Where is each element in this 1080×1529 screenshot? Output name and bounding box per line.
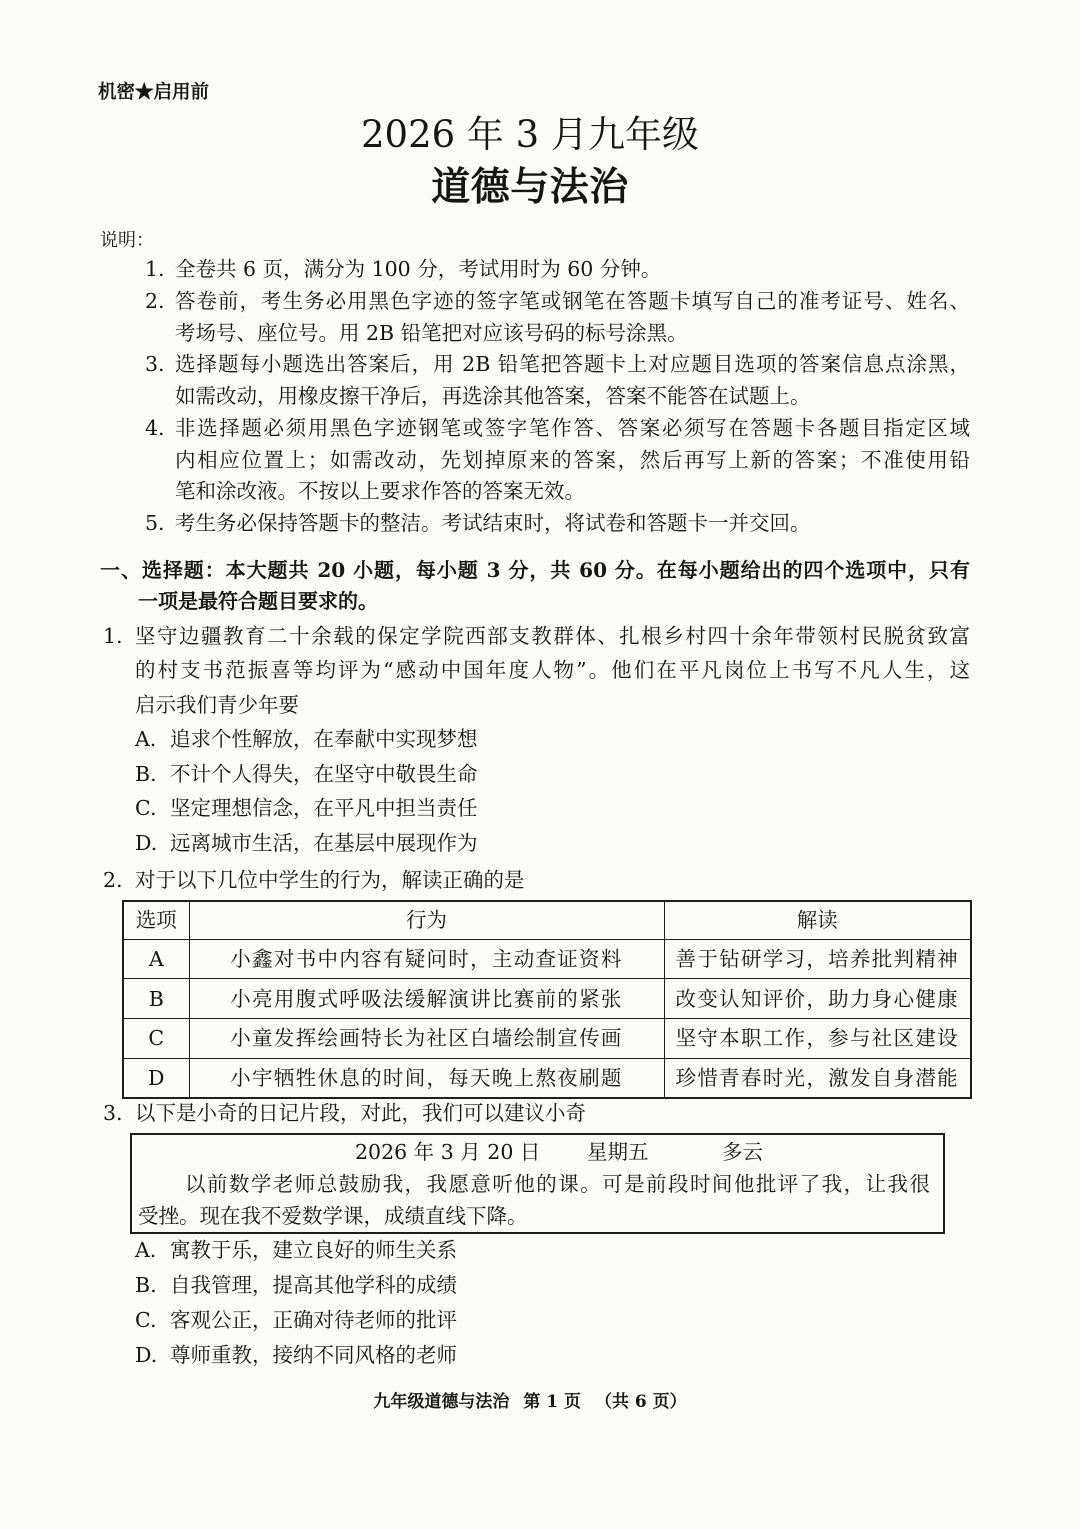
instruction-number: 2. [145,288,165,313]
instruction-number: 3. [145,352,165,377]
behavior-table [122,900,972,1099]
table-row [123,1019,971,1059]
diary-line: 受挫。现在我不爱数学课，成绩直线下降。 [138,1204,528,1228]
instruction-line: 笔和涂改液。不按以上要求作答的答案无效。 [175,479,585,504]
option-text: 远离城市生活，在基层中展现作为 [170,830,478,855]
options-list [135,1233,1080,1373]
question-3 [0,1096,1080,1373]
instruction-item [0,286,970,350]
option-key: D. [135,830,158,855]
table-cell-interpretation: 坚守本职工作，参与社区建设 [664,1019,971,1059]
section-heading-line: 一项是最符合题目要求的。 [138,588,378,613]
instruction-line: 非选择题必须用黑色字迹钢笔或签字笔作答、答案必须写在答题卡各题目指定区域 [175,415,970,440]
section-heading-line: 一、选择题：本大题共 20 小题，每小题 3 分，共 60 分。在每小题给出的四个选项中，只有 [100,557,970,582]
option-key: B. [135,761,157,786]
option-text: 客观公正，正确对待老师的批评 [170,1307,457,1332]
confidential-label: 机密★启用前 [98,82,210,103]
footer-subject: 九年级道德与法治 [373,1392,510,1412]
option-a [135,722,1080,757]
instruction-number: 1. [145,257,165,281]
option-text: 不计个人得失，在坚守中敬畏生命 [170,761,478,786]
table-cell-interpretation: 改变认知评价，助力身心健康 [664,979,971,1019]
instruction-line: 选择题每小题选出答案后，用 2B 铅笔把答题卡上对应题目选项的答案信息点涂黑， [175,352,970,377]
option-b [135,1268,1080,1303]
option-text: 追求个性解放，在奉献中实现梦想 [170,727,478,752]
option-key: C. [135,1307,157,1332]
instruction-line: 如需改动，用橡皮擦干净后，再选涂其他答案，答案不能答在试题上。 [175,384,811,408]
table-cell-interpretation: 善于钻研学习，培养批判精神 [664,939,971,979]
table-cell-interpretation: 珍惜青春时光，激发自身潜能 [664,1058,971,1098]
diary-weather: 多云 [722,1140,763,1164]
option-c [135,1303,1080,1338]
table-header-cell: 解读 [664,901,971,939]
instruction-item [0,254,970,286]
option-d [135,826,1080,861]
table-header-cell: 行为 [189,901,664,939]
option-text: 寓教于乐，建立良好的师生关系 [170,1237,457,1262]
table-cell-behavior: 小鑫对书中内容有疑问时，主动查证资料 [189,939,664,979]
question-stem-line: 以下是小奇的日记片段，对此，我们可以建议小奇 [135,1100,586,1125]
option-b [135,757,1080,792]
instruction-item [0,508,970,540]
options-list [135,722,1080,860]
option-text: 尊师重教，接纳不同风格的老师 [170,1342,457,1367]
question-stem [135,619,970,723]
instruction-line: 答卷前，考生务必用黑色字迹的签字笔或钢笔在答题卡填写自己的准考证号、姓名、 [175,288,970,313]
table-row [123,979,971,1019]
question-stem [135,863,970,898]
instruction-line: 全卷共 6 页，满分为 100 分，考试用时为 60 分钟。 [175,257,662,281]
table-cell-behavior: 小宇牺牲休息的时间，每天晚上熬夜刷题 [189,1058,664,1098]
question-number: 3. [103,1100,123,1125]
table-header-cell: 选项 [123,901,189,939]
instruction-line: 考生务必保持答题卡的整洁。考试结束时，将试卷和答题卡一并交回。 [175,511,811,535]
page-footer [0,1392,1060,1412]
instruction-line: 考场号、座位号。用 2B 铅笔把对应该号码的标号涂黑。 [175,320,688,345]
table-cell-behavior: 小童发挥绘画特长为社区白墙绘制宣传画 [189,1019,664,1059]
instruction-number: 5. [145,511,165,535]
option-text: 自我管理，提高其他学科的成绩 [170,1272,457,1297]
question-stem-line: 坚守边疆教育二十余载的保定学院西部支教群体、扎根乡村四十余年带领村民脱贫致富 [135,623,970,648]
instruction-item [0,413,970,508]
exam-title: 2026 年 3 月九年级 [361,113,699,156]
table-cell-behavior: 小亮用腹式呼吸法缓解演讲比赛前的紧张 [189,979,664,1019]
table-header-row [123,901,971,939]
table-row [123,939,971,979]
subject-title: 道德与法治 [431,164,629,210]
instructions-list [0,254,1080,540]
diary-header [132,1136,943,1168]
option-key: A. [135,727,157,752]
diary-weekday: 星期五 [587,1140,649,1164]
option-a [135,1233,1080,1268]
question-1 [0,619,1080,861]
table-cell-option: C [123,1019,189,1059]
option-key: A. [135,1237,157,1262]
option-d [135,1338,1080,1373]
option-text: 坚定理想信念，在平凡中担当责任 [170,796,478,821]
option-key: D. [135,1342,158,1367]
section-heading [100,555,970,617]
table-cell-option: D [123,1058,189,1098]
question-2 [0,863,1080,1099]
footer-page-total: （共 6 页） [595,1392,687,1412]
instruction-line: 内相应位置上；如需改动，先划掉原来的答案，然后再写上新的答案；不准使用铅 [175,447,970,472]
question-stem-line: 启示我们青少年要 [135,692,299,717]
option-key: B. [135,1272,157,1297]
instruction-number: 4. [145,415,165,440]
table-cell-option: B [123,979,189,1019]
footer-page-number: 第 1 页 [523,1392,581,1412]
instruction-item [0,349,970,413]
table-row [123,1058,971,1098]
option-c [135,791,1080,826]
question-stem-line: 的村支书范振喜等均评为“感动中国年度人物”。他们在平凡岗位上书写不凡人生，这 [135,658,970,683]
question-number: 1. [103,623,123,648]
option-key: C. [135,796,157,821]
diary-date: 2026 年 3 月 20 日 [355,1140,541,1164]
diary-box [130,1133,945,1234]
table-cell-option: A [123,939,189,979]
question-stem-line: 对于以下几位中学生的行为，解读正确的是 [135,867,525,892]
diary-line: 以前数学老师总鼓励我，我愿意听他的课。可是前段时间他批评了我，让我很 [185,1172,930,1196]
question-stem [135,1096,970,1131]
question-number: 2. [103,867,123,892]
instructions-label: 说明： [100,230,154,251]
